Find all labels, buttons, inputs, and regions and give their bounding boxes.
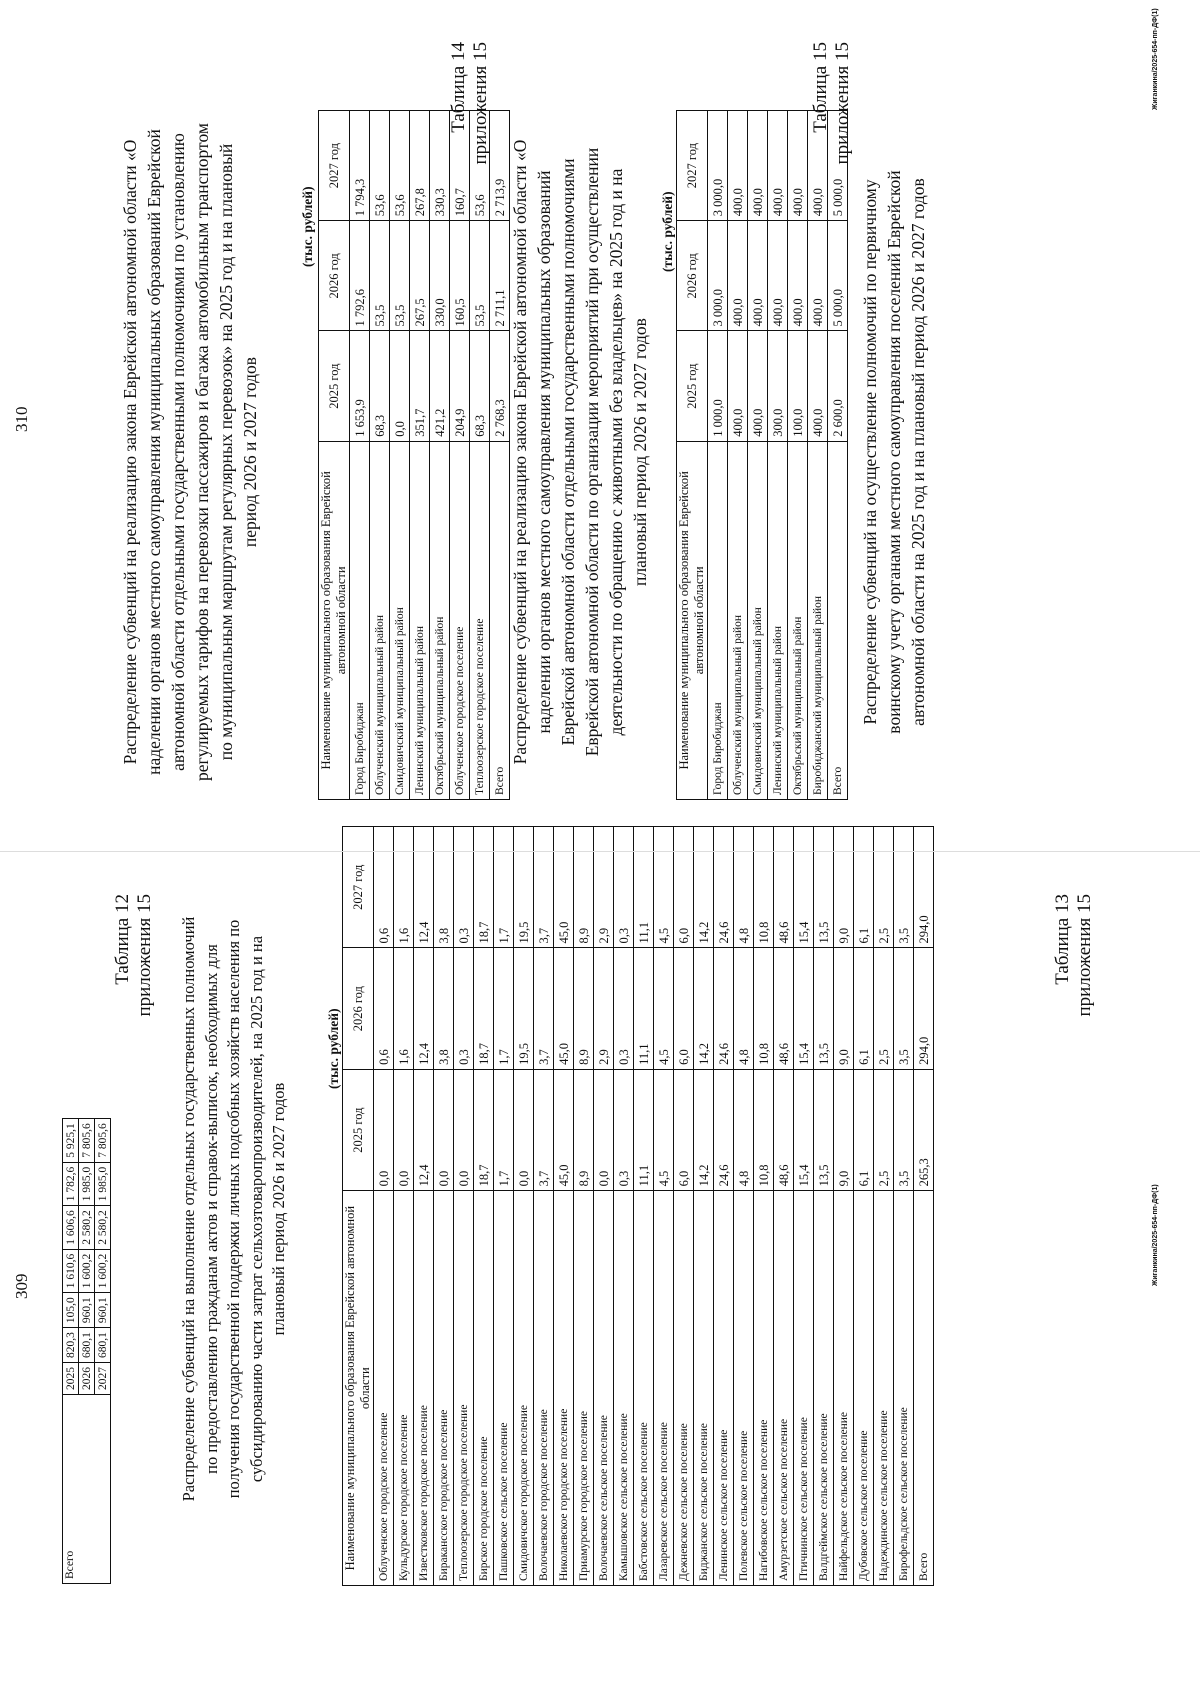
year-cell: 2025 <box>63 1363 79 1395</box>
value-cell: 267,8 <box>410 111 430 221</box>
value-cell: 9,0 <box>834 827 854 948</box>
value-cell: 0,0 <box>374 1069 394 1190</box>
value-cell: 1 606,6 <box>63 1206 79 1250</box>
municipality-cell: Октябрьский муниципальный район <box>788 441 808 799</box>
municipality-cell: Камышовское сельское поселение <box>614 1191 634 1586</box>
table-row <box>494 827 514 1586</box>
table-row <box>714 827 734 1586</box>
value-cell: 0,3 <box>614 827 634 948</box>
value-cell: 0,6 <box>374 948 394 1069</box>
value-cell: 400,0 <box>808 331 828 441</box>
value-cell: 15,4 <box>794 948 814 1069</box>
table-row <box>654 827 674 1586</box>
municipality-cell: Приамурское городское поселение <box>574 1191 594 1586</box>
table-14-title: Распределение субвенций на реализацию закона Еврейской автономной области «О наделении органов местного самоуправления муниципальных образований Еврейской автономной области отдельными государственными полномочиями по установлению регулируемых тарифов на перевозки пассажиров и багажа автомобильным транспортом по муниципальным маршрутам регулярных перевозок» на 2025 год и на плановый период 2026 и 2027 годов <box>120 123 260 781</box>
municipality-cell: Город Биробиджан <box>350 441 370 799</box>
value-cell: 8,9 <box>574 948 594 1069</box>
value-cell: 11,1 <box>634 1069 654 1190</box>
year-cell: 2027 <box>95 1363 111 1395</box>
table-row <box>794 827 814 1586</box>
value-cell: 1 985,0 <box>79 1162 95 1206</box>
municipality-cell: Город Биробиджан <box>708 441 728 799</box>
value-cell: 6,1 <box>854 827 874 948</box>
municipality-cell: Смидовичский муниципальный район <box>748 441 768 799</box>
table-row <box>674 827 694 1586</box>
column-header: 2026 год <box>319 221 350 331</box>
value-cell: 1 000,0 <box>708 331 728 441</box>
value-cell: 14,2 <box>694 827 714 948</box>
page-309 <box>0 852 1200 1704</box>
municipality-cell: Бирофельдское сельское поселение <box>894 1191 914 1586</box>
value-cell: 1 600,2 <box>95 1249 111 1293</box>
table-appendix-line: приложения 15 <box>1074 894 1095 1017</box>
page-number: 310 <box>12 406 31 432</box>
value-cell: 10,8 <box>754 827 774 948</box>
municipality-cell: Всего <box>914 1191 934 1586</box>
value-cell: 3,5 <box>894 948 914 1069</box>
value-cell: 1,7 <box>494 827 514 948</box>
value-cell: 13,5 <box>814 827 834 948</box>
table-row <box>350 111 370 800</box>
value-cell: 3 000,0 <box>708 111 728 221</box>
value-cell: 4,8 <box>734 1069 754 1190</box>
value-cell: 53,5 <box>370 221 390 331</box>
value-cell: 13,5 <box>814 1069 834 1190</box>
value-cell: 0,3 <box>454 827 474 948</box>
value-cell: 2,5 <box>874 1069 894 1190</box>
table-row <box>554 827 574 1586</box>
table-12-unit: (тыс. рублей) <box>326 1008 341 1089</box>
value-cell: 400,0 <box>728 111 748 221</box>
table-12-number <box>112 894 156 1144</box>
table-15-number <box>448 42 492 292</box>
value-cell: 6,0 <box>674 948 694 1069</box>
value-cell: 4,8 <box>734 827 754 948</box>
table-appendix-line: приложения 15 <box>832 42 853 165</box>
year-cell: 2026 <box>79 1363 95 1395</box>
value-cell: 1,6 <box>394 948 414 1069</box>
column-header: 2026 год <box>343 948 374 1069</box>
table-appendix-line: приложения 15 <box>134 894 155 1017</box>
municipality-cell: Биджанское сельское поселение <box>694 1191 714 1586</box>
value-cell: 53,5 <box>390 221 410 331</box>
table-row <box>774 827 794 1586</box>
municipality-cell: Известковское городское поселение <box>414 1191 434 1586</box>
value-cell: 400,0 <box>728 221 748 331</box>
value-cell: 204,9 <box>450 331 470 441</box>
value-cell: 53,6 <box>370 111 390 221</box>
value-cell: 53,6 <box>470 111 490 221</box>
table-appendix-line: приложения 15 <box>470 42 491 165</box>
column-header: 2025 год <box>677 331 708 441</box>
value-cell: 3,5 <box>894 1069 914 1190</box>
table-12-title: Распределение субвенций на выполнение отдельных государственных полномочий по предоставлению гражданам актов и справок-выписок, необходимых для получения государственной поддержки личных подсобных хозяйств населения по субсидированию части затрат сельхозтоваропроизводителей, на 2025 год и на плановый период 2026 и 2027 годов <box>179 916 288 1502</box>
value-cell: 13,5 <box>814 948 834 1069</box>
column-header: 2027 год <box>343 827 374 948</box>
municipality-cell: Теплоозерское городское поселение <box>470 441 490 799</box>
table-13-number <box>1052 894 1096 1144</box>
value-cell: 0,6 <box>374 827 394 948</box>
value-cell: 2,9 <box>594 827 614 948</box>
value-cell: 6,0 <box>674 1069 694 1190</box>
value-cell: 105,0 <box>63 1293 79 1328</box>
value-cell: 24,6 <box>714 827 734 948</box>
table-15-title: Распределение субвенций на реализацию закона Еврейской автономной области «О наделении органов местного самоуправления муниципальных образований Еврейской автономной области отдельными государственными полномочиями Еврейской автономной области по организации мероприятий при осуществлении деятельности по обращению с животными без владельцев» на 2025 год и на плановый период 2026 и 2027 годов <box>510 139 650 765</box>
municipality-cell: Амурзетское сельское поселение <box>774 1191 794 1586</box>
municipality-cell: Дубовское сельское поселение <box>854 1191 874 1586</box>
table-row <box>454 827 474 1586</box>
table-row <box>434 827 454 1586</box>
value-cell: 3,8 <box>434 948 454 1069</box>
value-cell: 6,0 <box>674 827 694 948</box>
value-cell: 400,0 <box>788 221 808 331</box>
value-cell: 1 794,3 <box>350 111 370 221</box>
value-cell: 3,8 <box>434 827 454 948</box>
table-row <box>390 111 410 800</box>
value-cell: 7 805,6 <box>79 1119 95 1163</box>
municipality-cell: Волочаевское городское поселение <box>534 1191 554 1586</box>
value-cell: 400,0 <box>788 111 808 221</box>
table-row <box>394 827 414 1586</box>
value-cell: 400,0 <box>768 111 788 221</box>
value-cell: 351,7 <box>410 331 430 441</box>
value-cell: 160,5 <box>450 221 470 331</box>
value-cell: 45,0 <box>554 1069 574 1190</box>
municipality-cell: Облученский муниципальный район <box>370 441 390 799</box>
value-cell: 2,5 <box>874 827 894 948</box>
municipality-cell: Найфельдское сельское поселение <box>834 1191 854 1586</box>
table-12 <box>342 826 934 1586</box>
value-cell: 300,0 <box>768 331 788 441</box>
municipality-cell: Полевское сельское поселение <box>734 1191 754 1586</box>
value-cell: 12,4 <box>414 1069 434 1190</box>
column-header: Наименование муниципального образования Еврейской автономной области <box>677 441 708 799</box>
table-row <box>914 827 934 1586</box>
municipality-cell: Всего <box>828 441 848 799</box>
table-16-title: Распределение субвенций на осуществление полномочий по первичному воинскому учету органами местного самоуправления поселений Еврейской автономной области на 2025 год и на плановый период 2026 и 2027 годов <box>860 170 928 734</box>
municipality-cell: Надеждинское сельское поселение <box>874 1191 894 1586</box>
table-row <box>834 827 854 1586</box>
table-16-number <box>810 42 854 292</box>
value-cell: 1 600,2 <box>79 1249 95 1293</box>
table-number-line: Таблица 14 <box>448 42 469 133</box>
value-cell: 8,9 <box>574 1069 594 1190</box>
value-cell: 2,9 <box>594 948 614 1069</box>
page-footer: Жиганкина/2025-654-пп-ДФ(1) <box>1152 1184 1159 1286</box>
value-cell: 12,4 <box>414 827 434 948</box>
municipality-cell: Николаевское городское поселение <box>554 1191 574 1586</box>
value-cell: 0,0 <box>394 1069 414 1190</box>
value-cell: 24,6 <box>714 1069 734 1190</box>
municipality-cell: Всего <box>490 441 510 799</box>
municipality-cell: Ленинский муниципальный район <box>768 441 788 799</box>
column-header: 2026 год <box>677 221 708 331</box>
value-cell: 1 792,6 <box>350 221 370 331</box>
value-cell: 421,2 <box>430 331 450 441</box>
table-row <box>788 111 808 800</box>
value-cell: 265,3 <box>914 1069 934 1190</box>
value-cell: 48,6 <box>774 1069 794 1190</box>
value-cell: 48,6 <box>774 827 794 948</box>
value-cell: 12,4 <box>414 948 434 1069</box>
value-cell: 18,7 <box>474 827 494 948</box>
table-number-line: Таблица 13 <box>1052 894 1073 985</box>
table-row <box>514 827 534 1586</box>
table-row <box>694 827 714 1586</box>
value-cell: 4,5 <box>654 827 674 948</box>
value-cell: 14,2 <box>694 1069 714 1190</box>
table-row <box>410 111 430 800</box>
value-cell: 68,3 <box>470 331 490 441</box>
municipality-cell: Облученский муниципальный район <box>728 441 748 799</box>
table-row <box>708 111 728 800</box>
municipality-cell: Бирское городское поселение <box>474 1191 494 1586</box>
value-cell: 2 580,2 <box>95 1206 111 1250</box>
value-cell: 5 925,1 <box>63 1119 79 1163</box>
value-cell: 3,7 <box>534 1069 554 1190</box>
value-cell: 3,7 <box>534 948 554 1069</box>
table-row <box>734 827 754 1586</box>
page-number: 309 <box>12 1273 31 1299</box>
value-cell: 24,6 <box>714 948 734 1069</box>
value-cell: 2 711,1 <box>490 221 510 331</box>
value-cell: 680,1 <box>95 1328 111 1363</box>
municipality-cell: Облученское городское поселение <box>450 441 470 799</box>
municipality-cell: Нагибовское сельское поселение <box>754 1191 774 1586</box>
value-cell: 48,6 <box>774 948 794 1069</box>
table-11-tail <box>62 1118 111 1584</box>
value-cell: 400,0 <box>748 221 768 331</box>
municipality-cell: Биракансское городское поселение <box>434 1191 454 1586</box>
value-cell: 1,7 <box>494 1069 514 1190</box>
municipality-cell: Ленинское сельское поселение <box>714 1191 734 1586</box>
value-cell: 0,0 <box>454 1069 474 1190</box>
value-cell: 11,1 <box>634 948 654 1069</box>
page-footer: Жиганкина/2025-654-пп-ДФ(1) <box>1152 8 1159 110</box>
table-14-unit: (тыс. рублей) <box>300 186 315 267</box>
table-row <box>768 111 788 800</box>
table-row <box>874 827 894 1586</box>
value-cell: 1 985,0 <box>95 1162 111 1206</box>
value-cell: 5 000,0 <box>828 221 848 331</box>
municipality-cell: Теплоозерское городское поселение <box>454 1191 474 1586</box>
value-cell: 960,1 <box>79 1293 95 1328</box>
table-row <box>894 827 914 1586</box>
value-cell: 330,3 <box>430 111 450 221</box>
table-row <box>474 827 494 1586</box>
value-cell: 4,5 <box>654 1069 674 1190</box>
value-cell: 14,2 <box>694 948 714 1069</box>
column-header: 2025 год <box>319 331 350 441</box>
table-row <box>574 827 594 1586</box>
column-header: 2027 год <box>677 111 708 221</box>
value-cell: 294,0 <box>914 948 934 1069</box>
table-row <box>490 111 510 800</box>
value-cell: 400,0 <box>768 221 788 331</box>
municipality-cell: Бабстовское сельское поселение <box>634 1191 654 1586</box>
value-cell: 53,6 <box>390 111 410 221</box>
value-cell: 19,5 <box>514 827 534 948</box>
value-cell: 18,7 <box>474 948 494 1069</box>
value-cell: 680,1 <box>79 1328 95 1363</box>
value-cell: 10,8 <box>754 1069 774 1190</box>
table-row <box>374 827 394 1586</box>
value-cell: 6,1 <box>854 1069 874 1190</box>
value-cell: 15,4 <box>794 1069 814 1190</box>
value-cell: 0,0 <box>390 331 410 441</box>
value-cell: 1 653,9 <box>350 331 370 441</box>
value-cell: 100,0 <box>788 331 808 441</box>
table-row <box>748 111 768 800</box>
value-cell: 11,1 <box>634 827 654 948</box>
table-number-line: Таблица 15 <box>810 42 831 133</box>
value-cell: 820,3 <box>63 1328 79 1363</box>
municipality-cell: Смидовичский муниципальный район <box>390 441 410 799</box>
value-cell: 3,7 <box>534 827 554 948</box>
value-cell: 1 610,6 <box>63 1249 79 1293</box>
value-cell: 0,3 <box>614 948 634 1069</box>
value-cell: 400,0 <box>748 331 768 441</box>
value-cell: 1,6 <box>394 827 414 948</box>
municipality-cell: Октябрьский муниципальный район <box>430 441 450 799</box>
table-row <box>430 111 450 800</box>
column-header: Наименование муниципального образования Еврейской автономной области <box>319 441 350 799</box>
municipality-cell: Облученское городское поселение <box>374 1191 394 1586</box>
value-cell: 4,8 <box>734 948 754 1069</box>
table-row <box>854 827 874 1586</box>
municipality-cell: Лазаревское сельское поселение <box>654 1191 674 1586</box>
value-cell: 0,0 <box>434 1069 454 1190</box>
value-cell: 400,0 <box>748 111 768 221</box>
municipality-cell: Птичнинское сельское поселение <box>794 1191 814 1586</box>
municipality-cell: Ленинский муниципальный район <box>410 441 430 799</box>
municipality-cell: Пашковское сельское поселение <box>494 1191 514 1586</box>
table-row <box>534 827 554 1586</box>
value-cell: 330,0 <box>430 221 450 331</box>
table-row <box>634 827 654 1586</box>
municipality-cell: Кульдурское городское поселение <box>394 1191 414 1586</box>
value-cell: 8,9 <box>574 827 594 948</box>
value-cell: 3,5 <box>894 827 914 948</box>
municipality-cell: Смидовичское городское поселение <box>514 1191 534 1586</box>
total-label-cell: Всего <box>63 1395 111 1584</box>
value-cell: 267,5 <box>410 221 430 331</box>
value-cell: 0,3 <box>614 1069 634 1190</box>
table-row <box>63 1119 79 1584</box>
table-row <box>414 827 434 1586</box>
value-cell: 4,5 <box>654 948 674 1069</box>
value-cell: 7 805,6 <box>95 1119 111 1163</box>
table-number-line: Таблица 12 <box>112 894 133 985</box>
value-cell: 68,3 <box>370 331 390 441</box>
value-cell: 10,8 <box>754 948 774 1069</box>
value-cell: 0,0 <box>594 1069 614 1190</box>
value-cell: 1,7 <box>494 948 514 1069</box>
municipality-cell: Волочаевское сельское поселение <box>594 1191 614 1586</box>
table-row <box>728 111 748 800</box>
value-cell: 2 580,2 <box>79 1206 95 1250</box>
column-header: 2027 год <box>319 111 350 221</box>
value-cell: 2 713,9 <box>490 111 510 221</box>
value-cell: 294,0 <box>914 827 934 948</box>
value-cell: 18,7 <box>474 1069 494 1190</box>
table-row <box>594 827 614 1586</box>
column-header: Наименование муниципального образования Еврейской автономной области <box>343 1191 374 1586</box>
value-cell: 0,3 <box>454 948 474 1069</box>
value-cell: 2 600,0 <box>828 331 848 441</box>
value-cell: 15,4 <box>794 827 814 948</box>
value-cell: 53,5 <box>470 221 490 331</box>
table-row <box>814 827 834 1586</box>
value-cell: 160,7 <box>450 111 470 221</box>
municipality-cell: Валдгеймское сельское поселение <box>814 1191 834 1586</box>
value-cell: 960,1 <box>95 1293 111 1328</box>
value-cell: 2,5 <box>874 948 894 1069</box>
value-cell: 1 782,6 <box>63 1162 79 1206</box>
municipality-cell: Дежневское сельское поселение <box>674 1191 694 1586</box>
table-15-unit: (тыс. рублей) <box>660 191 675 272</box>
value-cell: 9,0 <box>834 1069 854 1190</box>
column-header: 2025 год <box>343 1069 374 1190</box>
value-cell: 3 000,0 <box>708 221 728 331</box>
value-cell: 400,0 <box>728 331 748 441</box>
municipality-cell: Биробиджанский муниципальный район <box>808 441 828 799</box>
value-cell: 0,0 <box>514 1069 534 1190</box>
value-cell: 400,0 <box>808 111 828 221</box>
value-cell: 45,0 <box>554 827 574 948</box>
value-cell: 9,0 <box>834 948 854 1069</box>
table-row <box>614 827 634 1586</box>
table-row <box>754 827 774 1586</box>
value-cell: 6,1 <box>854 948 874 1069</box>
value-cell: 2 768,3 <box>490 331 510 441</box>
value-cell: 19,5 <box>514 948 534 1069</box>
value-cell: 400,0 <box>808 221 828 331</box>
value-cell: 45,0 <box>554 948 574 1069</box>
value-cell: 5 000,0 <box>828 111 848 221</box>
table-row <box>370 111 390 800</box>
